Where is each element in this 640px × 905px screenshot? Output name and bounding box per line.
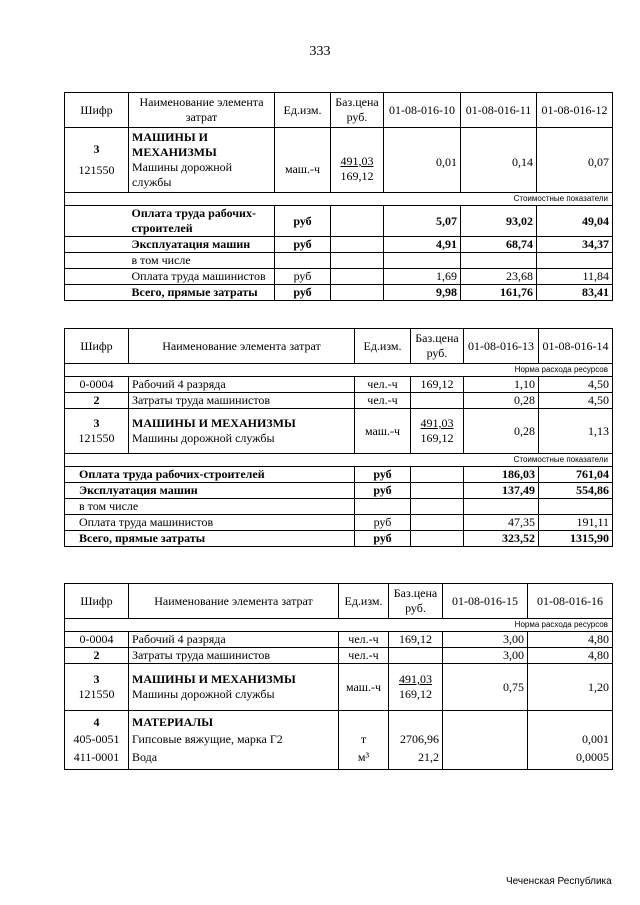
cost-value: 554,86: [539, 483, 613, 499]
cost-unit: руб: [275, 206, 331, 237]
item-value-2: 0,14: [461, 128, 537, 193]
row-unit: чел.-ч: [339, 648, 389, 664]
header-code: Шифр: [65, 329, 129, 364]
item-price-2: 169,12: [399, 687, 432, 701]
section-title: МАШИНЫ И МЕХАНИЗМЫ: [132, 672, 296, 686]
cost-subheader: Стоимостные показатели: [65, 454, 613, 467]
item-price-cell: [331, 128, 384, 193]
header-code: Шифр: [65, 93, 129, 128]
cost-value: 23,68: [461, 269, 537, 285]
table-row: [65, 393, 613, 409]
materials-code-cell: [65, 711, 129, 770]
resource-table-2: [64, 328, 613, 547]
row-value: 3,00: [443, 632, 528, 648]
section-title: МАШИНЫ И МЕХАНИЗМЫ: [132, 416, 296, 430]
section-title: МАШИНЫ И МЕХАНИЗМЫ: [132, 130, 217, 159]
materials-value-cell: [443, 711, 528, 770]
material-name: Вода: [132, 750, 158, 764]
cost-value: 49,04: [537, 206, 613, 237]
materials-price-cell: [389, 711, 443, 770]
item-value-2: 1,13: [539, 409, 613, 454]
table-row: [65, 269, 613, 285]
materials-name-cell: [129, 711, 339, 770]
row-value: 4,50: [539, 393, 613, 409]
footer-region: Чеченская Республика: [506, 876, 612, 887]
header-code: Шифр: [65, 584, 129, 619]
table-row: [65, 253, 613, 269]
cost-value: 83,41: [537, 285, 613, 301]
row-value: 4,80: [528, 648, 613, 664]
cost-name: Эксплуатация машин: [129, 237, 275, 253]
item-unit: маш.-ч: [355, 409, 411, 454]
cost-value: 4,91: [384, 237, 461, 253]
materials-unit-cell: [339, 711, 389, 770]
material-name: Гипсовые вяжущие, марка Г2: [132, 732, 283, 746]
cost-value: 161,76: [461, 285, 537, 301]
header-norm-2: 01-08-016-16: [528, 584, 613, 619]
cost-name: Всего, прямые затраты: [65, 531, 355, 547]
item-price-1: 491,03: [420, 416, 454, 430]
cost-value: 137,49: [464, 483, 539, 499]
cost-unit: руб: [275, 285, 331, 301]
cost-value: 323,52: [464, 531, 539, 547]
table-row: [65, 531, 613, 547]
section-name-cell: [129, 128, 275, 193]
table-row: [65, 206, 613, 237]
header-norm-1: 01-08-016-10: [384, 93, 461, 128]
table-row: [65, 467, 613, 483]
resource-table-1: [64, 92, 613, 301]
row-code: 2: [65, 393, 129, 409]
table-header-row: [65, 329, 613, 364]
materials-title: МАТЕРИАЛЫ: [132, 715, 213, 729]
material-unit: т: [360, 732, 367, 746]
row-name: Затраты труда машинистов: [129, 648, 339, 664]
row-unit: чел.-ч: [355, 377, 411, 393]
materials-code: 4: [93, 715, 100, 729]
cost-unit: руб: [275, 237, 331, 253]
row-price: 169,12: [389, 632, 443, 648]
cost-name: в том числе: [65, 499, 355, 515]
section-code: 3: [93, 416, 100, 430]
item-value-1: 0,75: [443, 664, 528, 711]
row-value: 4,50: [539, 377, 613, 393]
row-name: Затраты труда машинистов: [129, 393, 355, 409]
material-unit: м³: [357, 750, 370, 764]
table-row: [65, 483, 613, 499]
cost-name: Оплата труда машинистов: [129, 269, 275, 285]
header-unit: Ед.изм.: [275, 93, 331, 128]
cost-value: 191,11: [539, 515, 613, 531]
header-norm-1: 01-08-016-13: [464, 329, 539, 364]
item-price-1: 491,03: [340, 154, 374, 168]
row-name: Рабочий 4 разряда: [129, 377, 355, 393]
section-code: 3: [93, 672, 100, 686]
material-code: 405-0051: [73, 732, 120, 746]
cost-name: Оплата труда рабочих-строителей: [65, 467, 355, 483]
header-norm-2: 01-08-016-14: [539, 329, 613, 364]
item-value-1: 0,28: [464, 409, 539, 454]
item-value-3: 0,07: [537, 128, 613, 193]
material-price: 21,2: [418, 750, 439, 764]
cost-unit: руб: [275, 269, 331, 285]
item-price-cell: [411, 409, 464, 454]
cost-subheader: Стоимостные показатели: [65, 193, 613, 206]
section-name-cell: [129, 409, 355, 454]
table-header-row: [65, 93, 613, 128]
section-code-cell: [65, 128, 129, 193]
section-code-cell: [65, 409, 129, 454]
cost-value: 47,35: [464, 515, 539, 531]
table-row: [65, 409, 613, 454]
materials-value-cell: [528, 711, 613, 770]
cost-unit: руб: [355, 515, 411, 531]
table-row: [65, 632, 613, 648]
row-value: 1,10: [464, 377, 539, 393]
cost-value: 9,98: [384, 285, 461, 301]
table-row: [65, 664, 613, 711]
cost-value: 186,03: [464, 467, 539, 483]
row-value: 3,00: [443, 648, 528, 664]
table-row: [65, 515, 613, 531]
table-row: [65, 377, 613, 393]
item-price-cell: [389, 664, 443, 711]
section-code-cell: [65, 664, 129, 711]
row-value: 0,28: [464, 393, 539, 409]
material-value: 0,001: [582, 732, 609, 746]
row-unit: чел.-ч: [339, 632, 389, 648]
cost-name: Всего, прямые затраты: [129, 285, 275, 301]
cost-name: в том числе: [129, 253, 275, 269]
header-norm-1: 01-08-016-15: [443, 584, 528, 619]
header-norm-3: 01-08-016-12: [537, 93, 613, 128]
material-value: 0,0005: [576, 750, 609, 764]
section-code: 3: [93, 142, 100, 156]
norm-subheader: Норма расхода ресурсов: [65, 364, 613, 377]
row-price: [411, 393, 464, 409]
cost-value: 11,84: [537, 269, 613, 285]
row-price: 169,12: [411, 377, 464, 393]
item-code: 121550: [78, 431, 115, 445]
cost-name: Оплата труда рабочих-строителей: [129, 206, 275, 237]
header-name: Наименование элемента затрат: [129, 329, 355, 364]
table-row: [65, 128, 613, 193]
row-value: 4,80: [528, 632, 613, 648]
resource-table-3: [64, 583, 613, 770]
cost-value: 5,07: [384, 206, 461, 237]
item-value-1: 0,01: [384, 128, 461, 193]
table-row: [65, 711, 613, 770]
cost-unit: руб: [355, 531, 411, 547]
table-header-row: [65, 584, 613, 619]
row-code: 0-0004: [65, 632, 129, 648]
row-code: 0-0004: [65, 377, 129, 393]
table-row: [65, 237, 613, 253]
item-code: 121550: [78, 687, 115, 701]
section-name-cell: [129, 664, 339, 711]
item-name: Машины дорожной службы: [132, 687, 275, 701]
cost-unit: руб: [355, 483, 411, 499]
row-name: Рабочий 4 разряда: [129, 632, 339, 648]
item-price-2: 169,12: [340, 169, 374, 183]
item-name: Машины дорожной службы: [132, 160, 233, 189]
table-row: [65, 648, 613, 664]
cost-value: 1315,90: [539, 531, 613, 547]
item-unit: маш.-ч: [339, 664, 389, 711]
header-price: Баз.цена руб.: [389, 584, 443, 619]
row-code: 2: [65, 648, 129, 664]
cost-value: 93,02: [461, 206, 537, 237]
cost-name: Оплата труда машинистов: [65, 515, 355, 531]
material-price: 2706,96: [400, 732, 439, 746]
norm-subheader: Норма расхода ресурсов: [65, 619, 613, 632]
row-unit: чел.-ч: [355, 393, 411, 409]
cost-value: 68,74: [461, 237, 537, 253]
page-number: 333: [309, 44, 331, 59]
row-price: [389, 648, 443, 664]
item-value-2: 1,20: [528, 664, 613, 711]
item-name: Машины дорожной службы: [132, 431, 275, 445]
table-row: [65, 285, 613, 301]
header-name: Наименование элемента затрат: [129, 93, 275, 128]
header-unit: Ед.изм.: [339, 584, 389, 619]
cost-value: 34,37: [537, 237, 613, 253]
header-unit: Ед.изм.: [355, 329, 411, 364]
header-price: Баз.цена руб.: [411, 329, 464, 364]
header-name: Наименование элемента затрат: [129, 584, 339, 619]
cost-value: 1,69: [384, 269, 461, 285]
header-norm-2: 01-08-016-11: [461, 93, 537, 128]
item-price-1: 491,03: [399, 672, 432, 686]
cost-unit: руб: [355, 467, 411, 483]
item-price-2: 169,12: [420, 431, 454, 445]
item-code: 121550: [78, 163, 115, 177]
header-price: Баз.цена руб.: [331, 93, 384, 128]
cost-name: Эксплуатация машин: [65, 483, 355, 499]
table-row: [65, 499, 613, 515]
material-code: 411-0001: [73, 750, 120, 764]
cost-value: 761,04: [539, 467, 613, 483]
item-unit: маш.-ч: [275, 128, 331, 193]
